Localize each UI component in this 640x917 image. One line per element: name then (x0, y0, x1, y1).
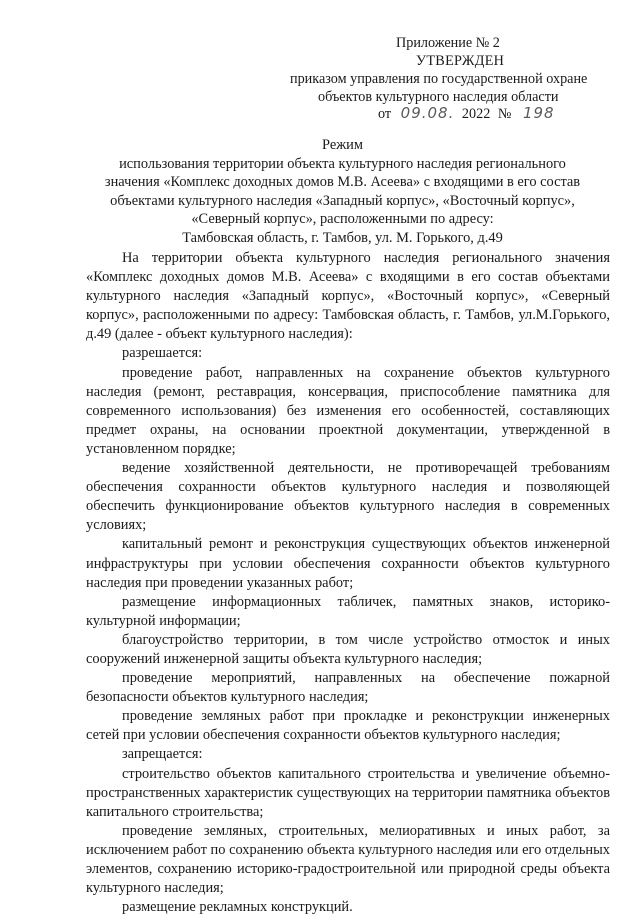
document-title (80, 136, 605, 248)
title-line-3: значения «Комплекс доходных домов М.В. Асеева» с входящими в его состав (104, 174, 581, 191)
allowed-item: проведение мероприятий, направленных на обеспечение пожарной безопасности объектов культурного наследия; (86, 670, 610, 706)
order-line-2: объектов культурного наследия области (318, 89, 559, 105)
title-line-1: Режим (322, 137, 363, 153)
intro-paragraph: На территории объекта культурного наследия регионального значения «Комплекс доходных домов М.В. Асеева» с входящими в его состав объектами культурного наследия «Западный корпус», «Восточный корпус», «Северный корпус», расположенными по адресу: Тамбовская область, г. Тамбов, ул.М.Горького, д.49 (далее - объект культурного наследия): (86, 250, 610, 343)
date-prefix: от (378, 106, 392, 122)
allowed-item: капитальный ремонт и реконструкция существующих объектов инженерной инфраструктуры при условии обеспечения сохранности объектов культурного наследия при проведении указанных работ; (86, 536, 610, 591)
title-line-4: объектами культурного наследия «Западный корпус», «Восточный корпус», (110, 192, 575, 209)
forbidden-item: строительство объектов капитального строительства и увеличение объемно-пространственных характеристик существующих на территории памятника объектов капитального строительства; (86, 765, 610, 820)
allowed-item: благоустройство территории, в том числе устройство отмосток и иных сооружений инженерной защиты объекта культурного наследия; (86, 631, 610, 667)
order-year: 2022 (461, 106, 491, 122)
handwritten-number: 198 (522, 104, 555, 122)
title-line-6: Тамбовская область, г. Тамбов, ул. М. Горького, д.49 (182, 229, 503, 246)
allowed-item: ведение хозяйственной деятельности, не противоречащей требованиям обеспечения сохранности объектов культурного наследия и позволяющей обеспечить функционирование объектов культурного наследия в современных условиях; (86, 460, 610, 534)
allowed-item: проведение земляных работ при прокладке и реконструкции инженерных сетей при условии обеспечения сохранности объектов культурного наследия; (86, 708, 610, 744)
allowed-item: размещение информационных табличек, памятных знаков, историко-культурной информации; (86, 593, 610, 629)
forbidden-item: проведение земляных, строительных, мелиоративных и иных работ, за исключением работ по сохранению объекта культурного наследия или его отдельных элементов, сохранению историко-градостроительной или природной среды объекта культурного наследия; (86, 822, 610, 897)
order-line-1: приказом управления по государственной охране (290, 71, 588, 87)
forbidden-item: размещение рекламных конструкций. (122, 899, 353, 916)
approved-label: УТВЕРЖДЕН (416, 53, 505, 69)
title-line-5: «Северный корпус», расположенными по адресу: (191, 211, 494, 228)
allowed-heading: разрешается: (122, 345, 203, 362)
title-line-2: использования территории объекта культурного наследия регионального (119, 155, 566, 172)
appendix-label: Приложение № 2 (396, 35, 500, 51)
order-date-line (378, 104, 555, 123)
document-body (86, 249, 610, 917)
number-sign: № (497, 106, 512, 122)
handwritten-date: 09.08. (400, 104, 455, 122)
allowed-item: проведение работ, направленных на сохранение объектов культурного наследия (ремонт, реставрация, консервация, приспособление памятника для современного использования) без изменения его особенностей, составляющих предмет охраны, на основании проектной документации, утвержденной в установленном порядке; (86, 364, 610, 457)
forbidden-heading: запрещается: (122, 746, 203, 763)
